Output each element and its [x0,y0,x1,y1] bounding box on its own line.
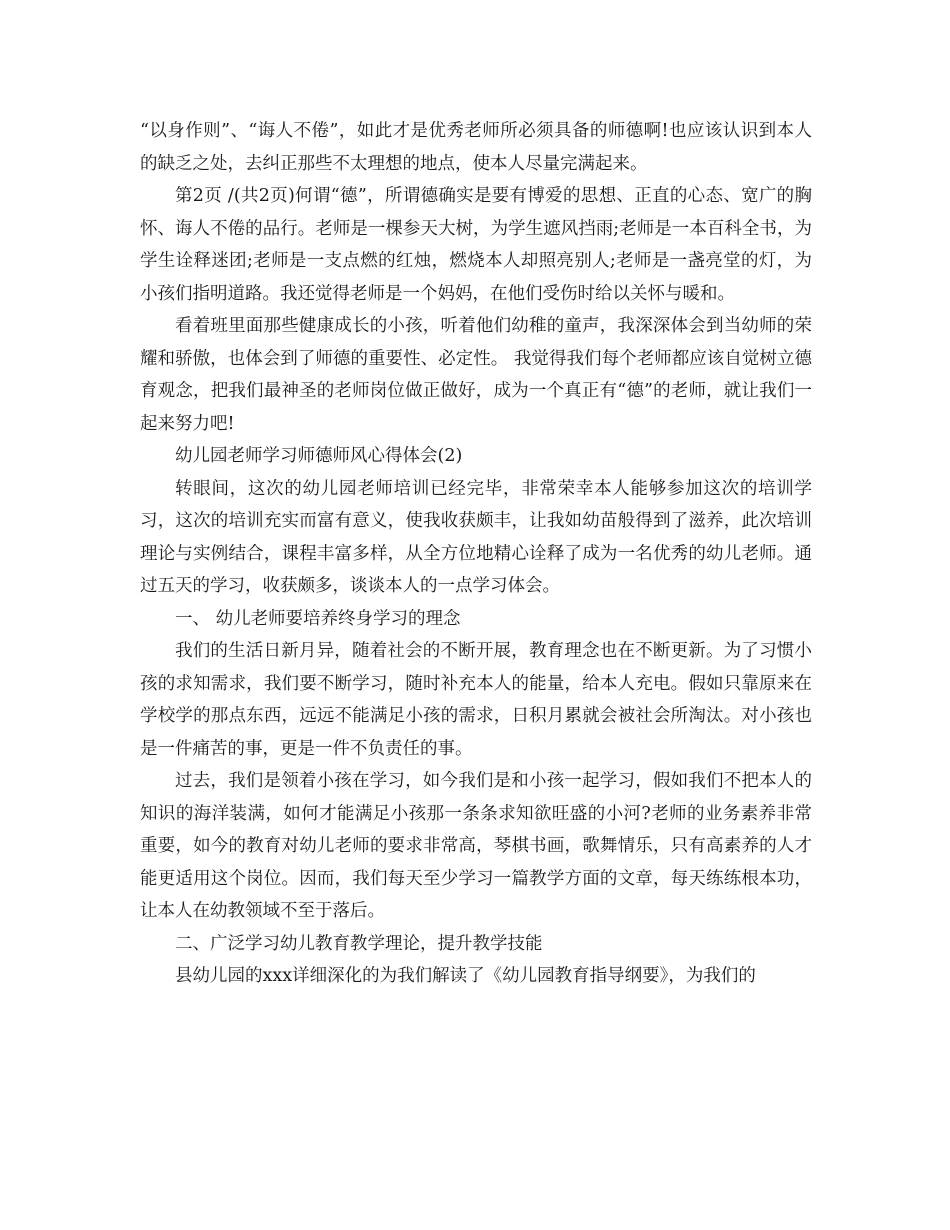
paragraph-guideline: 县幼儿园的xxx详细深化的为我们解读了《幼儿园教育指导纲要》，为我们的 [175,966,756,986]
paragraph-reflection: 看着班里面那些健康成长的小孩，听着他们幼稚的童声，我深深体会到当幼师的荣耀和骄傲，也体会到了师德的重要性、必定性。 我觉得我们每个老师都应该自觉树立德育观念，把我们最神圣的老师岗位做正做好，成为一个真正有“德”的老师，就让我们一起来努力吧! [140,316,812,434]
paragraph-learning-together: 过去，我们是领着小孩在学习，如今我们是和小孩一起学习，假如我们不把本人的知识的海洋装满，如何才能满足小孩那一条条求知欲旺盛的小河?老师的业务素养非常重要，如今的教育对幼儿老师的要求非常高，琴棋书画，歌舞情乐，只有高素养的人才能更适用这个岗位。因而，我们每天至少学习一篇教学方面的文章，每天练练根本功，让本人在幼教领域不至于落后。 [140,771,812,921]
document-page [140,115,812,993]
subheading-lifelong-learning: 一、 幼儿老师要培养终身学习的理念 [175,608,461,629]
paragraph-training-intro: 转眼间，这次的幼儿园老师培训已经完毕，非常荣幸本人能够参加这次的培训学习，这次的培训充实而富有意义，使我收获颇丰，让我如幼苗般得到了滋养，此次培训理论与实例结合，课程丰富多样，从全方位地精心诠释了成为一名优秀的幼儿老师。通过五天的学习，收获颇多，谈谈本人的一点学习体会。 [140,478,812,596]
paragraph-continuation: “以身作则”、“诲人不倦”，如此才是优秀老师所必须具备的师德啊!也应该认识到本人的缺乏之处，去纠正那些不太理想的地点，使本人尽量完满起来。 [140,121,812,174]
subheading-teaching-theory: 二、广泛学习幼儿教育教学理论，提升教学技能 [175,933,543,954]
section-title: 幼儿园老师学习师德师风心得体会(2) [175,446,463,466]
paragraph-learning-need: 我们的生活日新月异，随着社会的不断开展，教育理念也在不断更新。为了习惯小孩的求知需求，我们要不断学习，随时补充本人的能量，给本人充电。假如只靠原来在学校学的那点东西，远远不能满足小孩的需求，日积月累就会被社会所淘汰。对小孩也是一件痛苦的事，更是一件不负责任的事。 [140,641,812,759]
paragraph-definition-of-virtue: 第2页 /(共2页)何谓“德”，所谓德确实是要有博爱的思想、正直的心态、宽广的胸怀、诲人不倦的品行。老师是一棵参天大树，为学生遮风挡雨;老师是一本百科全书，为学生诠释迷团;老师是一支点燃的红烛，燃烧本人却照亮别人;老师是一盏亮堂的灯，为小孩们指明道路。我还觉得老师是一个妈妈，在他们受伤时给以关怀与暖和。 [140,186,812,304]
